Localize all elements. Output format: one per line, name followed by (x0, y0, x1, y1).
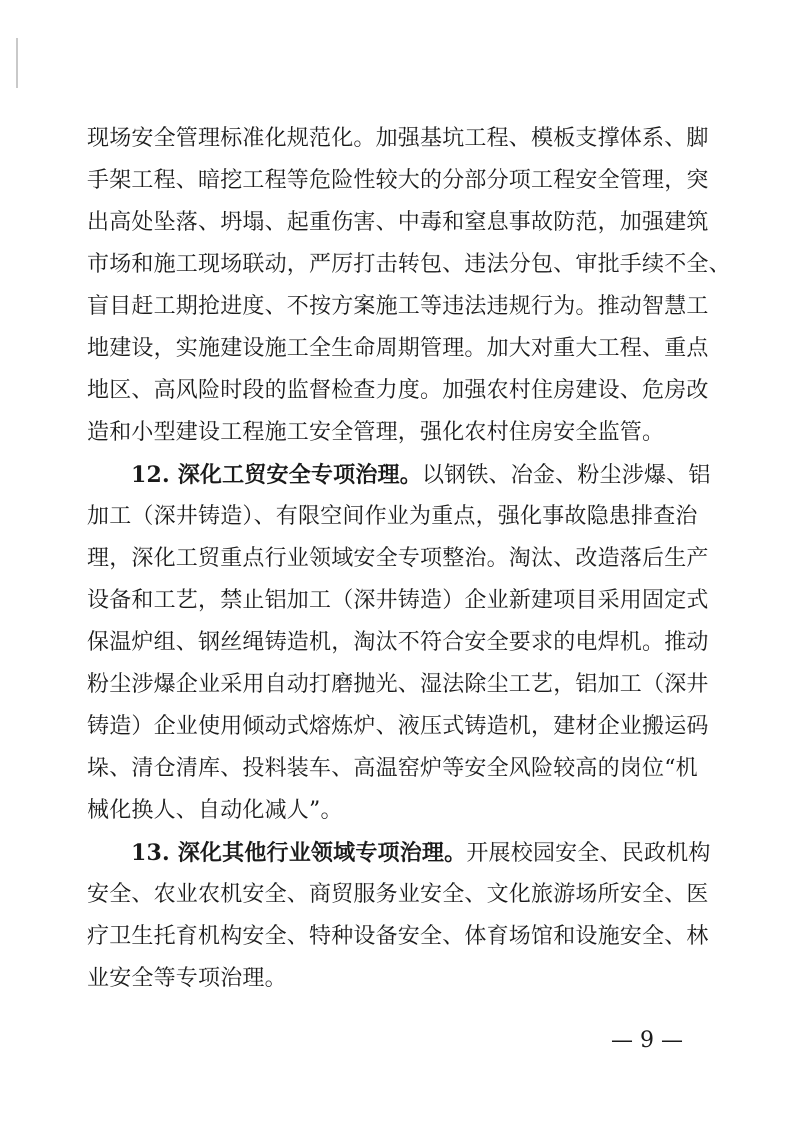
text-line: 出高处坠落、坍塌、起重伤害、中毒和窒息事故防范，加强建筑 (87, 210, 709, 235)
section-12-first-line-text: 以钢铁、冶金、粉尘涉爆、铝 (421, 463, 711, 488)
section-12 (87, 454, 711, 832)
text-line: 加工（深井铸造）、有限空间作业为重点，强化事故隐患排查治 (87, 504, 698, 529)
document-body (87, 118, 731, 1000)
section-13-first-line-text: 开展校园安全、民政机构 (466, 841, 711, 866)
text-line: 铸造）企业使用倾动式熔炼炉、液压式铸造机，建材企业搬运码 (87, 714, 709, 739)
text-line: 粉尘涉爆企业采用自动打磨抛光、湿法除尘工艺，铝加工（深井 (87, 672, 709, 697)
text-line: 设备和工艺，禁止铝加工（深井铸造）企业新建项目采用固定式 (87, 588, 709, 613)
page-number: — 9 — (611, 1028, 683, 1053)
text-line: 垛、清仓清库、投料装车、高温窑炉等安全风险较高的岗位“机 (87, 756, 698, 781)
scan-edge-mark (16, 38, 18, 88)
text-line: 保温炉组、钢丝绳铸造机，淘汰不符合安全要求的电焊机。推动 (87, 630, 709, 655)
text-line: 械化换人、自动化减人”。 (87, 798, 343, 823)
text-line: 手架工程、暗挖工程等危险性较大的分部分项工程安全管理，突 (87, 168, 709, 193)
text-line: 业安全等专项治理。 (87, 966, 287, 991)
text-line: 市场和施工现场联动，严厉打击转包、违法分包、审批手续不全、 (87, 252, 731, 277)
text-line: 造和小型建设工程施工安全管理，强化农村住房安全监管。 (87, 420, 665, 445)
section-13 (87, 832, 711, 1000)
text-line: 疗卫生托育机构安全、特种设备安全、体育场馆和设施安全、林 (87, 924, 709, 949)
paragraph-construction-safety (87, 118, 731, 454)
text-line: 理，深化工贸重点行业领域安全专项整治。淘汰、改造落后生产 (87, 546, 709, 571)
text-line: 地建设，实施建设施工全生命周期管理。加大对重大工程、重点 (87, 336, 709, 361)
section-12-first-line (87, 454, 711, 496)
section-13-heading: 13. 深化其他行业领域专项治理。 (131, 840, 467, 866)
section-12-heading: 12. 深化工贸安全专项治理。 (131, 462, 422, 488)
text-line: 盲目赶工期抢进度、不按方案施工等违法违规行为。推动智慧工 (87, 294, 709, 319)
text-line: 现场安全管理标准化规范化。加强基坑工程、模板支撑体系、脚 (87, 126, 709, 151)
section-13-first-line (87, 832, 711, 874)
text-line: 地区、高风险时段的监督检查力度。加强农村住房建设、危房改 (87, 378, 709, 403)
text-line: 安全、农业农机安全、商贸服务业安全、文化旅游场所安全、医 (87, 882, 709, 907)
